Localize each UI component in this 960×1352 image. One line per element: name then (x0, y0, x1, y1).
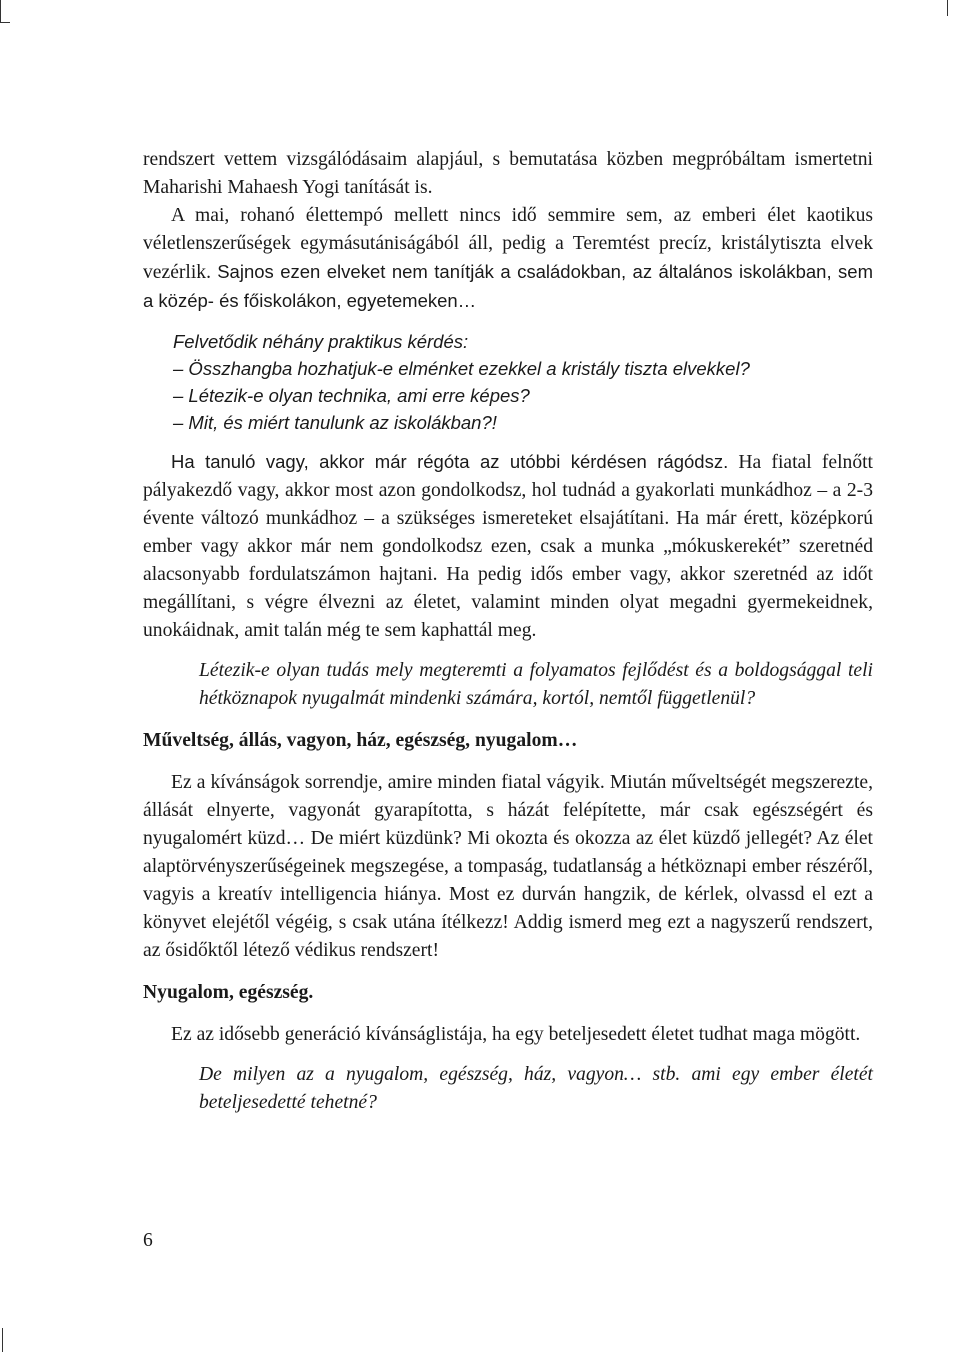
life-stages-serif-text: Ha fiatal felnőtt pályakezdő vagy, akkor most azon gondolkodsz, hol tudnád a gyakorlati munkádhoz – a 2-3 évente változó munkádhoz – a szükséges ismereteket elsajátítani. Ha már érett, középkorú ember vagy akkor már nem gondolkodsz ezen, csak a munka „mókuskerekét” szeretnéd alacsonyabb fordulatszámon hajtani. Ha pedig idős ember vagy, akkor szeretnéd az időt megállítani, s végre élvezni az életet, valamint minden olyat megadni gyermekeidnek, unokáidnak, amit talán még te sem kaphattál meg. (143, 452, 874, 641)
paragraph-principles (143, 202, 873, 316)
page-number: 6 (143, 1230, 153, 1251)
question-item: – Mit, és miért tanulunk az iskolákban?! (173, 412, 497, 433)
quote-knowledge: Létezik-e olyan tudás mely megteremti a folyamatos fejlődést és a boldogsággal teli hétköznapok nyugalmát mindenki számára, kortól, nemtől függetlenül? (199, 660, 873, 709)
question-list (173, 328, 873, 436)
paragraph-intro: rendszert vettem vizsgálódásaim alapjául, s bemutatása közben megpróbáltam ismertetni Maharishi Mahaesh Yogi tanítását is. (143, 149, 873, 198)
principles-sans-text: Sajnos ezen elveket nem tanítják a családokban, az általános iskolákban, sem a közép- és főiskolákon, egyetemeken… (143, 261, 873, 311)
principles-serif-text: A mai, rohanó élettempó mellett nincs idő semmire sem, az emberi élet kaotikus véletlenszerűségek egymásutániságából áll, pedig a Teremtést precíz, kristálytiszta elvek vezérlik. (143, 205, 873, 283)
question-item: – Létezik-e olyan technika, ami erre képes? (173, 385, 530, 406)
quote-fulfilled-life: De milyen az a nyugalom, egészség, ház, vagyon… stb. ami egy ember életét beteljesedetté tehetné? (199, 1064, 873, 1113)
crop-mark (0, 0, 1, 22)
paragraph-wishes: Ez a kívánságok sorrendje, amire minden fiatal vágyik. Miután műveltségét megszerezte, állását elnyerte, vagyonát gyarapította, s házát felépítette, már csak egészségért és nyugalomért küzd… De miért küzdünk? Mi okozta és okozza az élet küzdő jellegét? Az élet alaptörvényszerűségeinek megszegése, a tompaság, tudatlanság a hétköznapi ember részéről, vagyis a kreatív intelligencia hiánya. Most ez durván hangzik, de kérlek, olvassd el ezt a könyvet elejétől végéig, s csak utána ítélkezz! Addig ismerd meg ezt a nagyszerű rendszert, az ősidőktől létező védikus rendszert! (143, 772, 873, 961)
page-body (143, 146, 873, 1129)
paragraph-older-generation: Ez az idősebb generáció kívánságlistája, ha egy beteljesedett életet tudhat maga mögött. (171, 1024, 861, 1045)
heading-calm-health: Nyugalom, egészség. (143, 982, 314, 1003)
question-intro: Felvetődik néhány praktikus kérdés: (173, 331, 469, 352)
paragraph-life-stages (143, 448, 873, 645)
crop-mark (0, 22, 10, 23)
question-item: – Összhangba hozhatjuk-e elménket ezekkel a kristály tiszta elvekkel? (173, 358, 750, 379)
heading-wishes: Műveltség, állás, vagyon, ház, egészség, nyugalom… (143, 730, 578, 751)
crop-mark (947, 0, 948, 16)
crop-mark (2, 1328, 3, 1352)
life-stages-sans-text: Ha tanuló vagy, akkor már régóta az utóbbi kérdésen rágódsz. (171, 451, 729, 472)
